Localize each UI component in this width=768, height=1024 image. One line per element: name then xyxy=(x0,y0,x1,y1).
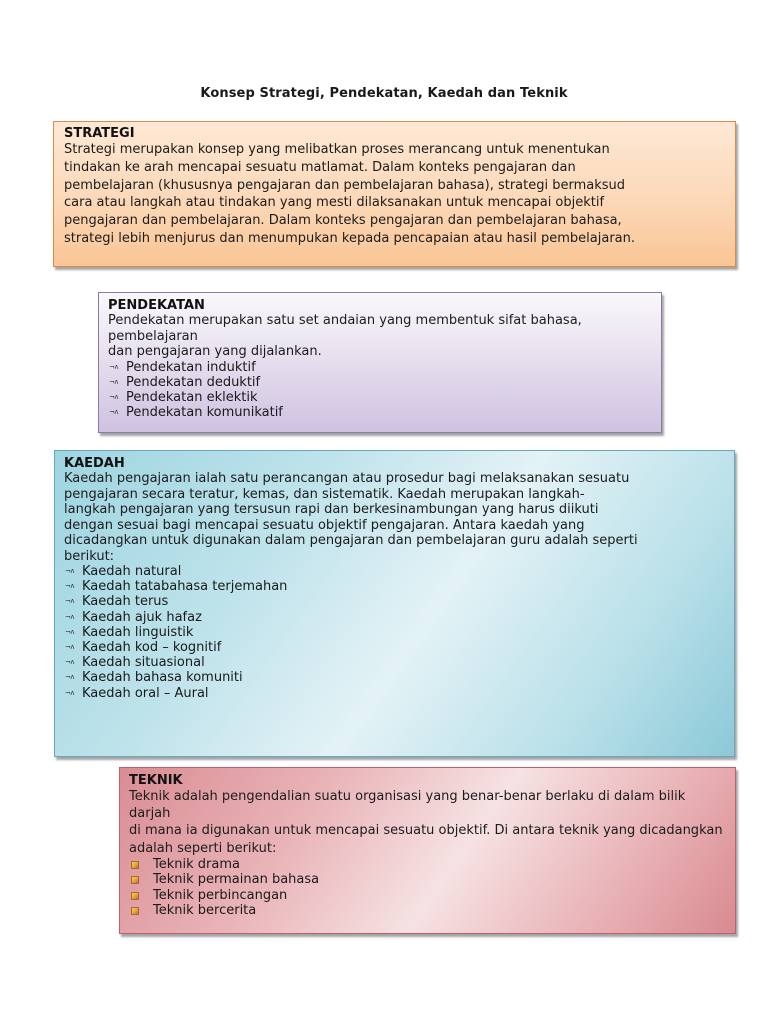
text-line: Pendekatan merupakan satu set andaian yang membentuk sifat bahasa, xyxy=(108,313,582,328)
list-item xyxy=(64,564,725,579)
kaedah-list xyxy=(64,564,725,701)
list-item xyxy=(64,686,725,701)
teknik-heading: TEKNIK xyxy=(129,773,183,788)
list-item-label: Kaedah natural xyxy=(82,564,182,579)
text-line: pengajaran secara teratur, kemas, dan sistematik. Kaedah merupakan langkah- xyxy=(64,486,585,502)
kaedah-text xyxy=(64,471,725,564)
list-item xyxy=(64,579,725,594)
list-item-label: Kaedah ajuk hafaz xyxy=(82,609,202,625)
bullet-icon: ¬ʌ xyxy=(65,567,75,575)
bullet-icon: ¬ʌ xyxy=(109,392,119,401)
list-item xyxy=(108,405,652,420)
text-line: Kaedah pengajaran ialah satu perancangan atau prosedur bagi melaksanakan sesuatu xyxy=(64,471,630,486)
bullet-icon: ¬ʌ xyxy=(65,597,75,606)
square-bullet-icon xyxy=(131,907,139,915)
bullet-icon: ¬ʌ xyxy=(109,362,119,371)
list-item-label: Pendekatan eklektik xyxy=(126,389,258,405)
list-item-label: Kaedah bahasa komuniti xyxy=(82,670,243,686)
text-line: dicadangkan untuk digunakan dalam pengajaran dan pembelajaran guru adalah seperti xyxy=(64,533,638,548)
list-item-label: Teknik bercerita xyxy=(153,903,257,919)
kaedah-box xyxy=(54,450,735,757)
bullet-icon: ¬ʌ xyxy=(65,688,75,697)
pendekatan-list xyxy=(108,360,652,421)
text-line: berikut: xyxy=(64,548,115,564)
text-line: tindakan ke arah mencapai sesuatu matlamat. Dalam konteks pengajaran dan xyxy=(64,159,576,175)
bullet-icon: ¬ʌ xyxy=(109,408,119,417)
pendekatan-box xyxy=(98,292,662,433)
text-line: dan pengajaran yang dijalankan. xyxy=(108,344,322,359)
list-item-label: Kaedah tatabahasa terjemahan xyxy=(82,579,288,595)
list-item xyxy=(129,857,726,873)
list-item xyxy=(64,640,725,655)
list-item-label: Teknik drama xyxy=(153,856,240,872)
text-line: Teknik adalah pengendalian suatu organisasi yang benar-benar berlaku di dalam bilik darjah xyxy=(129,789,686,822)
bullet-icon: ¬ʌ xyxy=(65,582,75,591)
list-item-label: Kaedah oral – Aural xyxy=(82,685,209,701)
strategi-text xyxy=(64,141,725,248)
bullet-icon: ¬ʌ xyxy=(109,377,119,386)
text-line: strategi lebih menjurus dan menumpukan kepada pencapaian atau hasil pembelajaran. xyxy=(64,230,636,246)
teknik-list xyxy=(129,857,726,919)
list-item xyxy=(64,670,725,685)
list-item-label: Kaedah situasional xyxy=(82,655,205,671)
strategi-heading: STRATEGI xyxy=(64,126,135,141)
list-item xyxy=(108,390,652,405)
pendekatan-heading: PENDEKATAN xyxy=(108,298,205,313)
list-item-label: Teknik permainan bahasa xyxy=(153,872,320,888)
bullet-icon: ¬ʌ xyxy=(65,673,75,682)
list-item-label: Pendekatan komunikatif xyxy=(126,405,283,421)
page-title: Konsep Strategi, Pendekatan, Kaedah dan Teknik xyxy=(200,86,568,101)
list-item xyxy=(129,872,726,888)
square-bullet-icon xyxy=(131,876,139,884)
bullet-icon: ¬ʌ xyxy=(65,643,75,652)
teknik-text xyxy=(129,788,726,857)
kaedah-heading: KAEDAH xyxy=(64,456,125,471)
text-line: di mana ia digunakan untuk mencapai sesuatu objektif. Di antara teknik yang dicadangkan xyxy=(129,823,723,839)
list-item xyxy=(129,903,726,919)
bullet-icon: ¬ʌ xyxy=(65,627,75,636)
list-item xyxy=(64,610,725,625)
text-line: dengan sesuai bagi mencapai sesuatu objektif pengajaran. Antara kaedah yang xyxy=(64,517,585,533)
list-item-label: Kaedah kod – kognitif xyxy=(82,640,222,656)
list-item-label: Pendekatan induktif xyxy=(126,359,256,375)
strategi-box xyxy=(53,121,736,267)
square-bullet-icon xyxy=(131,861,139,869)
list-item-label: Kaedah terus xyxy=(82,594,169,610)
text-line: langkah pengajaran yang tersusun rapi dan berkesinambungan yang harus diikuti xyxy=(64,502,599,517)
text-line: cara atau langkah atau tindakan yang mesti dilaksanakan untuk mencapai objektif xyxy=(64,195,605,211)
list-item xyxy=(64,655,725,670)
list-item-label: Teknik perbincangan xyxy=(153,887,288,903)
square-bullet-icon xyxy=(131,892,139,900)
list-item-label: Kaedah linguistik xyxy=(82,624,194,640)
pendekatan-text xyxy=(108,313,652,360)
text-line: pengajaran dan pembelajaran. Dalam konteks pengajaran dan pembelajaran bahasa, xyxy=(64,213,622,229)
text-line: Strategi merupakan konsep yang melibatkan proses merancang untuk menentukan xyxy=(64,142,610,157)
bullet-icon: ¬ʌ xyxy=(65,612,75,621)
list-item xyxy=(108,375,652,390)
text-line: pembelajaran xyxy=(108,328,198,344)
bullet-icon: ¬ʌ xyxy=(65,658,75,667)
text-line: pembelajaran (khususnya pengajaran dan pembelajaran bahasa), strategi bermaksud xyxy=(64,177,626,193)
list-item-label: Pendekatan deduktif xyxy=(126,374,261,390)
list-item xyxy=(129,888,726,904)
list-item xyxy=(64,594,725,609)
teknik-box xyxy=(119,767,736,934)
list-item xyxy=(64,625,725,640)
list-item xyxy=(108,360,652,375)
text-line: adalah seperti berikut: xyxy=(129,840,277,856)
